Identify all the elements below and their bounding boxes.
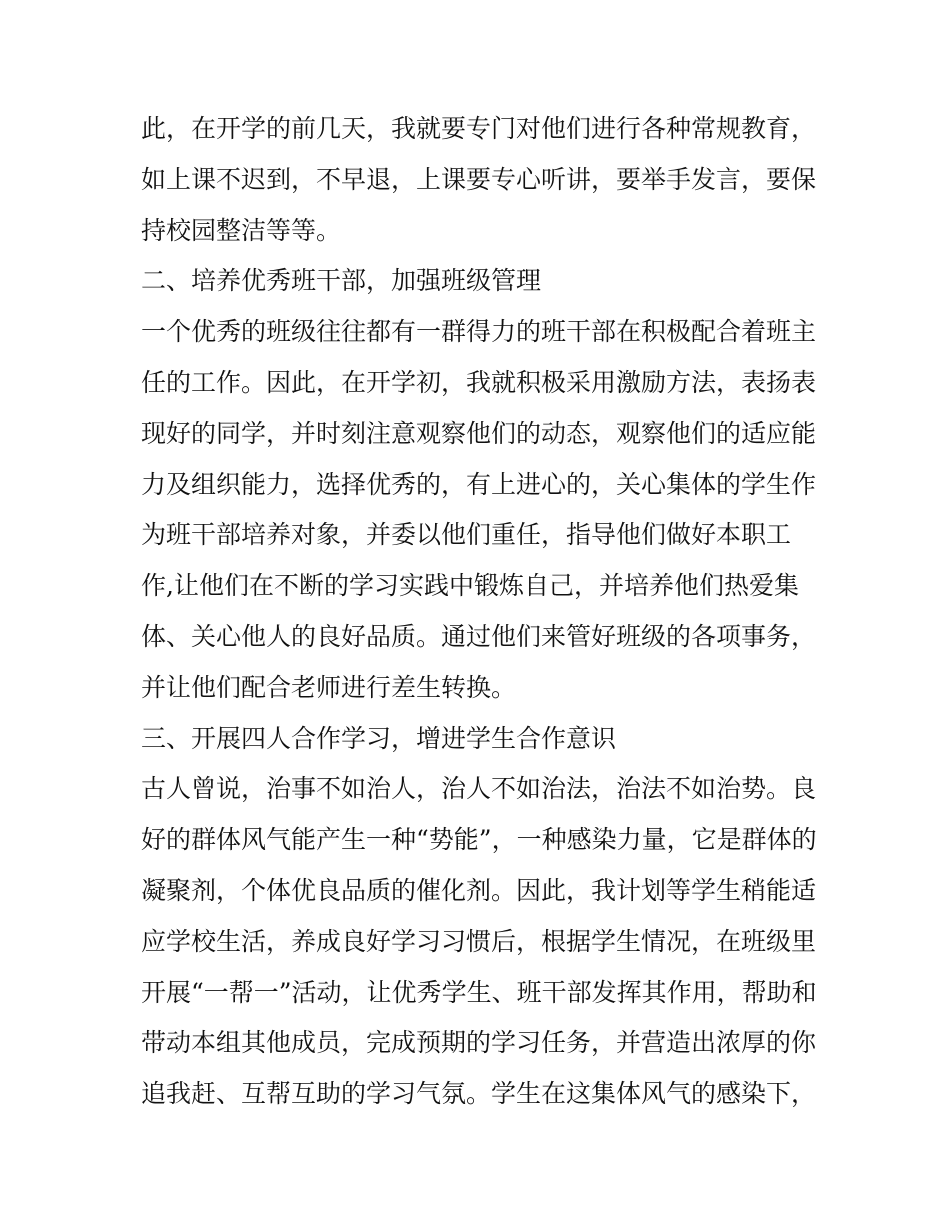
text-line: 持校园整洁等等。	[141, 215, 342, 245]
text-line: 一个优秀的班级往往都有一群得力的班干部在积极配合着班主	[141, 317, 817, 347]
text-line: 力及组织能力，选择优秀的，有上进心的，关心集体的学生作	[141, 469, 817, 499]
section-heading: 三、开展四人合作学习，增进学生合作意识	[141, 723, 617, 753]
text-line: 古人曾说，治事不如治人，治人不如治法，治法不如治势。良	[141, 774, 817, 804]
text-line: 现好的同学，并时刻注意观察他们的动态，观察他们的适应能	[141, 418, 817, 448]
text-line: 任的工作。因此，在开学初，我就积极采用激励方法，表扬表	[141, 367, 817, 397]
text-line: 开展“一帮一”活动，让优秀学生、班干部发挥其作用，帮助和	[141, 977, 817, 1007]
text-line: 好的群体风气能产生一种“势能”，一种感染力量，它是群体的	[141, 825, 817, 855]
text-line: 如上课不迟到，不早退，上课要专心听讲，要举手发言，要保	[141, 164, 817, 194]
text-line: 此，在开学的前几天，我就要专门对他们进行各种常规教育，	[141, 114, 817, 143]
section-heading: 二、培养优秀班干部，加强班级管理	[141, 266, 542, 296]
text-line: 凝聚剂，个体优良品质的催化剂。因此，我计划等学生稍能适	[141, 875, 817, 905]
body-text	[141, 104, 821, 1120]
text-line: 应学校生活，养成良好学习习惯后，根据学生情况，在班级里	[141, 926, 817, 956]
text-line: 作,让他们在不断的学习实践中锻炼自己，并培养他们热爱集	[141, 571, 799, 601]
text-line: 并让他们配合老师进行差生转换。	[141, 672, 517, 702]
text-line: 带动本组其他成员，完成预期的学习任务，并营造出浓厚的你	[141, 1028, 817, 1058]
text-line: 为班干部培养对象，并委以他们重任，指导他们做好本职工	[141, 520, 792, 550]
text-line: 追我赶、互帮互助的学习气氛。学生在这集体风气的感染下，	[141, 1079, 817, 1109]
text-line: 体、关心他人的良好品质。通过他们来管好班级的各项事务，	[141, 621, 817, 651]
